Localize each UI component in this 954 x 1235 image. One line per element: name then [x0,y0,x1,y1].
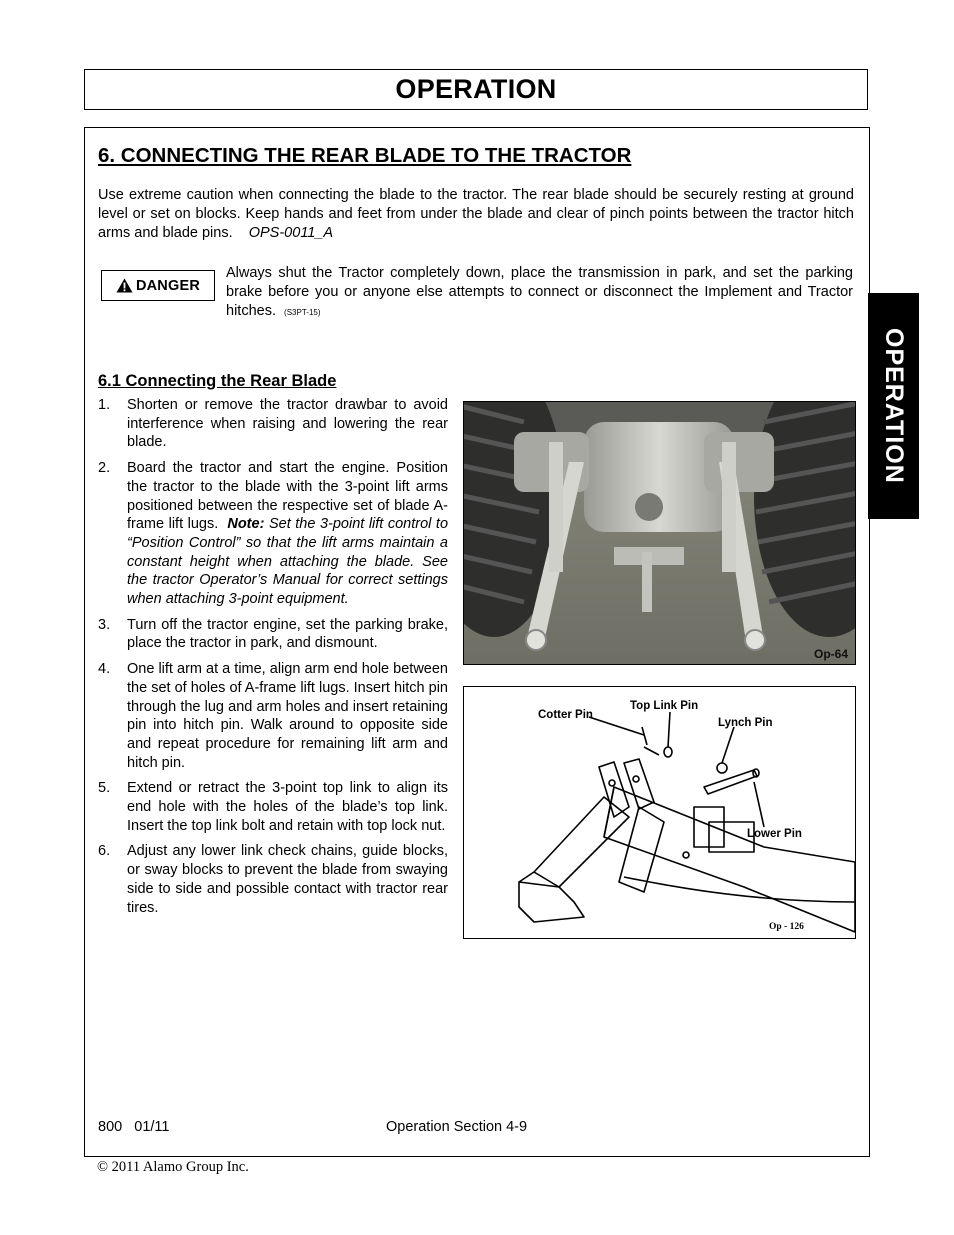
tractor-hitch-photo [463,401,856,665]
callout-top-link-pin: Top Link Pin [630,700,699,712]
step-number: 6. [98,843,111,860]
list-item [98,779,448,835]
danger-text: Always shut the Tractor completely down, place the transmission in park, and set the parking brake before you or anyone else attempts to connect or disconnect the Implement and Tractor hitches. [226,265,853,319]
step-text: Shorten or remove the tractor drawbar to avoid interference when raising and lowering the rear blade. [127,397,448,451]
step-text: Board the tractor and start the engine. Position the tractor to the blade with the 3-point lift arms positioned between the respective set of blade A-frame lift lugs. [127,460,448,533]
step-number: 3. [98,616,111,633]
danger-message [226,264,853,322]
copyright-notice: © 2011 Alamo Group Inc. [97,1159,249,1175]
diagram-figure-label: Op - 126 [769,922,804,932]
step-number: 1. [98,397,111,413]
step-text: Turn off the tractor engine, set the parking brake, place the tractor in park, and dismount. [127,616,448,652]
page-header [84,69,868,110]
warning-triangle-icon [116,278,133,293]
page-header-title: OPERATION [395,74,557,104]
step-note-label: Note: [227,516,265,533]
step-number: 2. [98,460,111,477]
section-side-tab [868,293,919,519]
step-text: Extend or retract the 3-point top link to align its end hole with the holes of the blade’s top link. Insert the top link bolt and retain with top lock nut. [127,780,448,834]
footer-page-reference: Operation Section 4-9 [386,1119,528,1135]
step-number: 5. [98,780,111,797]
step-text: Adjust any lower link check chains, guide blocks, or sway blocks to prevent the blade from swaying side to side and possible contact with tractor rear tires. [127,843,448,916]
footer-model-date: 800 01/11 [98,1119,170,1135]
intro-paragraph [98,186,854,243]
list-item [98,459,448,609]
hitch-pin-illustration [464,687,855,938]
list-item [98,396,448,452]
danger-badge-label: DANGER [135,277,201,294]
step-note: Set the 3-point lift control to “Position Control” so that the lift arms maintain a constant height when attaching the blade. See the tractor Operator’s Manual for correct settings when attaching 3-point equipment. [127,516,449,608]
step-number: 4. [98,661,111,678]
callout-cotter-pin: Cotter Pin [538,709,593,721]
list-item [98,616,448,653]
danger-code: (S3PT-15) [284,308,321,317]
intro-text: Use extreme caution when connecting the blade to the tractor. The rear blade should be securely resting at ground level or set on blocks. Keep hands and feet from under the blade and clear of pinch points between the tractor hitch arms and blade pins. [98,187,854,241]
callout-lynch-pin: Lynch Pin [718,717,773,729]
list-item [98,842,448,917]
procedure-steps [98,396,448,924]
step-text: One lift arm at a time, align arm end hole between the set of holes of A-frame lift lugs. Insert hitch pin through the lug and arm holes and insert retaining pin into hitch pin. Walk around to opposite side and repeat procedure for remaining lift arm and hitch pin. [127,661,448,771]
photo-figure-label: Op-64 [814,647,849,661]
list-item [98,660,448,772]
callout-lower-pin: Lower Pin [747,828,802,840]
intro-code: OPS-0011_A [248,225,334,241]
side-tab-label: OPERATION [880,328,908,484]
danger-badge [101,270,215,301]
tractor-hitch-illustration [464,402,855,664]
subsection-title: 6.1 Connecting the Rear Blade [98,372,337,390]
section-title: 6. CONNECTING THE REAR BLADE TO THE TRACTOR [98,144,632,167]
hitch-pin-diagram [463,686,856,939]
